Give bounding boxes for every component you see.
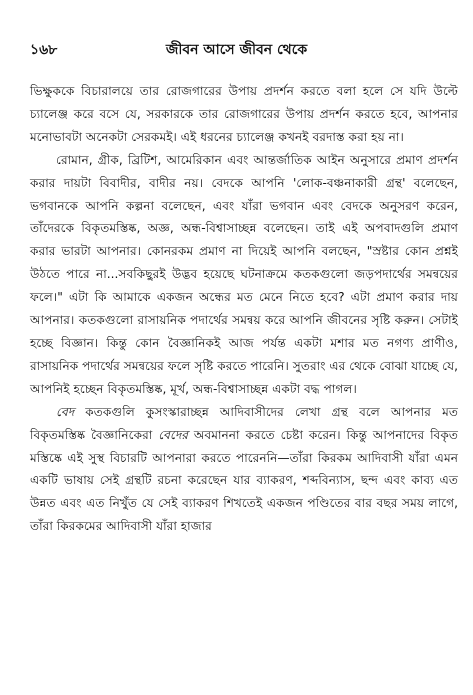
paragraph <box>30 149 458 401</box>
italic-book-title: বেদের <box>158 427 188 442</box>
paragraph <box>30 80 458 149</box>
page-number: ১৬৮ <box>30 42 58 58</box>
page-header <box>22 38 451 60</box>
paragraph-text: ভিক্ষুককে বিচারালয়ে তার রোজগারের উপায় প্রদর্শন করতে বলা হলে সে যদি উল্টে চ্যালেঞ্জ করে বসে যে, সরকারকে তার রোজগারের উপায় প্রদর্শন করতে হবে, আপনার মনোভাবটা অনেকটা সেরকমই। এই ধরনের চ্যালেঞ্জ কখনই বরদাস্ত করা হয় না। <box>30 84 458 144</box>
italic-book-title: বেদ <box>56 404 75 419</box>
paragraph-text: অবমাননা করতে চেষ্টা করেন। কিন্তু আপনাদের বিকৃত মস্তিষ্কে এই সুস্থ বিচারটি আপনারা করতে পারেননি—তাঁরা কিরকম আদিবাসী যাঁরা এমন একটি ভাষায় সেই গ্রন্থটি রচনা করেছেন যার ব্যাকরণ, শব্দবিন্যাস, ছন্দ এবং কাব্য এত উন্নত এবং এত নিখুঁত যে সেই ব্যাকরণ শিখতেই একজন পণ্ডিতের বার বছর সময় লাগে, তাঁরা কিরকমের আদিবাসী যাঁরা হাজার <box>30 427 459 534</box>
body-text <box>30 80 458 538</box>
paragraph-text: কতকগুলি কুসংস্কারাচ্ছন্ন আদিবাসীদের লেখা গ্রন্থ বলে আপনার মত বিকৃতমস্তিষ্ক বৈজ্ঞানিকেরা <box>30 404 458 442</box>
paragraph <box>30 401 458 538</box>
running-title: জীবন আসে জীবন থেকে <box>165 42 308 58</box>
paragraph-text: রোমান, গ্রীক, ব্রিটিশ, আমেরিকান এবং আন্তর্জাতিক আইন অনুসারে প্রমাণ প্রদর্শন করার দায়টা বিবাদীর, বাদীর নয়। বেদকে আপনি 'লোক-বঞ্চনাকারী গ্রন্থ' বলেছেন, ভগবানকে আপনি কল্পনা বলেছেন, এবং যাঁরা ভগবান এবং বেদকে অনুসরণ করেন, তাঁদেরকে বিকৃতমস্তিষ্ক, অজ্ঞ, অন্ধ-বিশ্বাসাচ্ছন্ন বলেছেন। তাই এই অপবাদগুলি প্রমাণ করার ভারটা আপনার। কোনরকম প্রমাণ না দিয়েই আপনি বলছেন, "স্রষ্টার কোন প্রশ্নই উঠতে পারে না...সবকিছুরই উদ্ভব হয়েছে ঘটনাক্রমে কতকগুলো জড়পদার্থের সমন্বয়ের ফলে।" এটা কি আমাকে একজন অন্ধের মত মেনে নিতে হবে? এটা প্রমাণ করার দায় আপনার। কতকগুলো রাসায়নিক পদার্থের সমন্বয় করে আপনি জীবনের সৃষ্টি করুন। সেটাই হচ্ছে বিজ্ঞান। কিন্তু কোন বৈজ্ঞানিকই আজ পর্যন্ত একটা মশার মত নগণ্য প্রাণীও, রাসায়নিক পদার্থের সমন্বয়ের ফলে সৃষ্টি করতে পারেনি। সুতরাং এর থেকে বোঝা যাচ্ছে যে, আপনিই হচ্ছেন বিকৃতমস্তিষ্ক, মূর্খ, অন্ধ-বিশ্বাসাচ্ছন্ন একটা বদ্ধ পাগল। <box>30 152 458 396</box>
